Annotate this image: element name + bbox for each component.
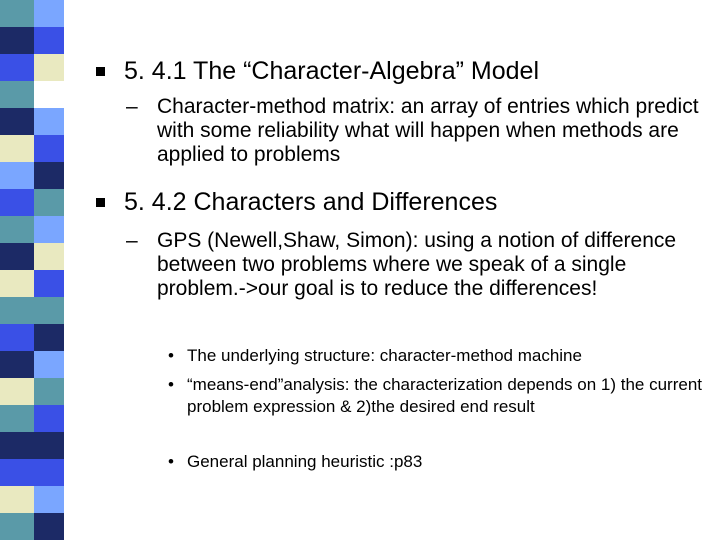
dot-marker: • [168, 346, 174, 365]
square-bullet-icon [96, 198, 105, 207]
bullet-2-1-3-text: General planning heuristic :p83 [187, 452, 423, 471]
bullet-1-1-text: Character-method matrix: an array of entries which predict with some reliability what will happen when methods are applied to problems [157, 95, 699, 166]
bullet-1-text: 5. 4.1 The “Character-Algebra” Model [124, 57, 540, 85]
bullet-2-1-text: GPS (Newell,Shaw, Simon): using a notion of difference between two problems where we speak of a single problem.->our goal is to reduce the differences! [157, 229, 677, 300]
bullet-2-1-2-text: “means-end”analysis: the characterization depends on 1) the current problem expression & 2)the desired end result [187, 375, 703, 416]
dash-marker: – [126, 95, 138, 118]
dash-marker: – [126, 229, 138, 252]
square-bullet-icon [96, 67, 105, 76]
dot-marker: • [168, 375, 174, 394]
dot-marker: • [168, 452, 174, 471]
bullet-2-text: 5. 4.2 Characters and Differences [124, 188, 498, 216]
bullet-2-1-1-text: The underlying structure: character-method machine [187, 346, 582, 365]
